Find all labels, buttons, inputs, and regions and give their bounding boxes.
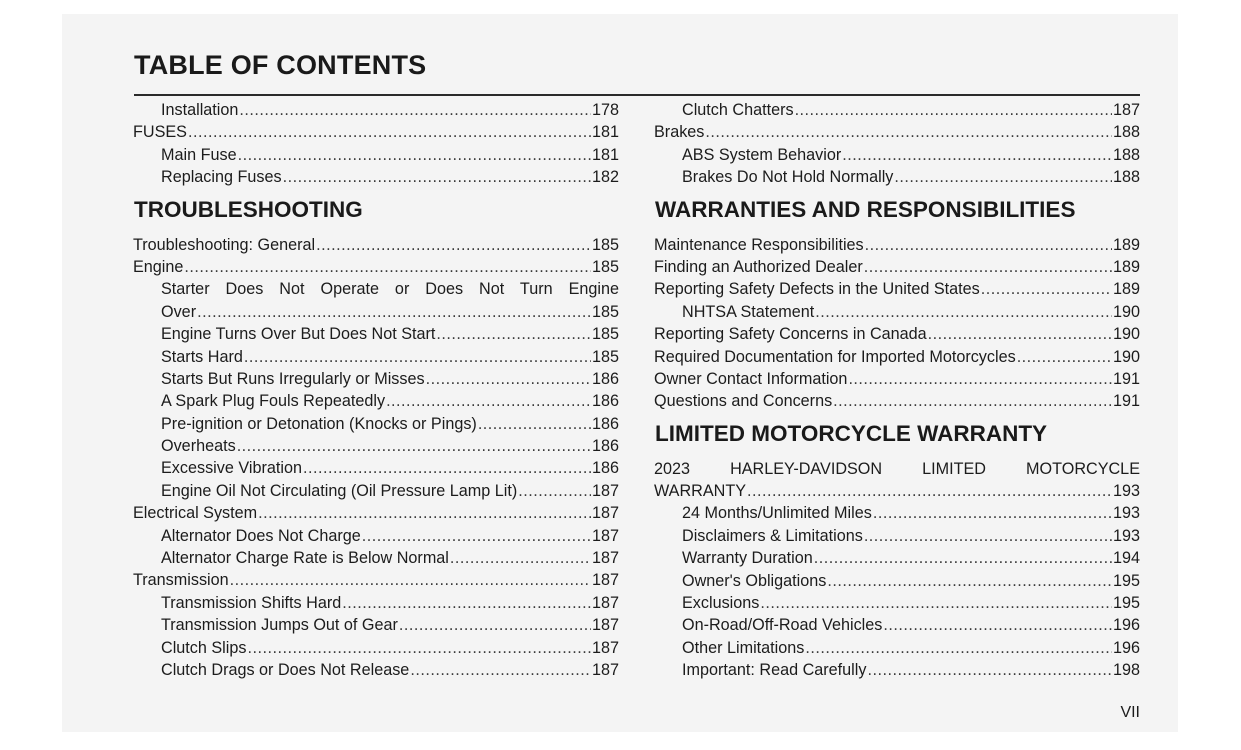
toc-entry-label: Required Documentation for Imported Motorcycles	[654, 347, 1016, 366]
dot-leader	[833, 390, 1112, 412]
dot-leader	[848, 368, 1112, 390]
toc-entry-label: Electrical System	[133, 504, 258, 523]
dot-leader	[705, 121, 1112, 143]
toc-entry-page: 187	[591, 638, 619, 657]
toc-entry[interactable]	[133, 659, 619, 681]
toc-entry[interactable]	[133, 413, 619, 435]
toc-entry[interactable]	[654, 659, 1140, 681]
section-heading-troubleshooting: TROUBLESHOOTING	[134, 196, 363, 222]
toc-entry-page: 198	[1112, 661, 1140, 680]
toc-entry[interactable]	[654, 121, 1140, 143]
toc-entry[interactable]	[654, 637, 1140, 659]
page-number: VII	[1120, 704, 1140, 721]
toc-entry-label: Clutch Slips	[161, 638, 247, 657]
toc-left-column	[133, 99, 619, 681]
toc-entry-page: 190	[1112, 347, 1140, 366]
toc-entry-label: Clutch Drags or Does Not Release	[161, 660, 410, 679]
toc-entry-wrapped[interactable]	[654, 458, 1140, 503]
toc-entry-page: 181	[591, 123, 619, 142]
toc-entry-label: Engine Oil Not Circulating (Oil Pressure Lamp Lit)	[161, 481, 518, 500]
toc-entry-label: Transmission Shifts Hard	[161, 593, 342, 612]
toc-entry-page: 190	[1112, 302, 1140, 321]
toc-entry-label: Warranty Duration	[682, 549, 813, 568]
dot-leader	[342, 592, 591, 614]
dot-leader	[247, 637, 591, 659]
dot-leader	[436, 323, 591, 345]
toc-entry[interactable]	[654, 570, 1140, 592]
toc-entry-page: 194	[1112, 549, 1140, 568]
toc-entry-label: Finding an Authorized Dealer	[654, 257, 863, 276]
toc-entry[interactable]	[133, 547, 619, 569]
toc-entry-page: 186	[591, 369, 619, 388]
toc-entry-page: 185	[591, 347, 619, 366]
dot-leader	[450, 547, 591, 569]
toc-entry-page: 189	[1112, 235, 1140, 254]
toc-entry[interactable]	[133, 569, 619, 591]
toc-entry-page: 193	[1112, 482, 1140, 501]
toc-entry-page: 187	[591, 526, 619, 545]
dot-leader	[805, 637, 1112, 659]
toc-entry-label: Other Limitations	[682, 638, 805, 657]
dot-leader	[883, 614, 1112, 636]
toc-entry[interactable]	[654, 166, 1140, 188]
toc-entry-page: 191	[1112, 369, 1140, 388]
toc-group	[133, 99, 619, 189]
dot-leader	[815, 301, 1112, 323]
toc-entry-label: Alternator Charge Rate is Below Normal	[161, 549, 449, 568]
dot-leader	[238, 144, 591, 166]
toc-entry[interactable]	[133, 614, 619, 636]
toc-entry-label-line2: WARRANTY	[654, 482, 747, 501]
toc-entry-page: 190	[1112, 325, 1140, 344]
toc-entry[interactable]	[654, 99, 1140, 121]
toc-entry[interactable]	[133, 323, 619, 345]
toc-entry[interactable]	[133, 480, 619, 502]
dot-leader	[426, 368, 591, 390]
toc-entry-page: 187	[591, 571, 619, 590]
toc-entry-page: 186	[591, 414, 619, 433]
toc-entry[interactable]	[654, 390, 1140, 412]
dot-leader	[237, 435, 591, 457]
toc-entry-label: Brakes Do Not Hold Normally	[682, 168, 894, 187]
toc-entry-page: 186	[591, 459, 619, 478]
toc-entry-page: 193	[1112, 526, 1140, 545]
toc-entry-page: 185	[591, 235, 619, 254]
toc-entry-label: Owner Contact Information	[654, 369, 848, 388]
dot-leader	[814, 547, 1112, 569]
toc-entry[interactable]	[654, 144, 1140, 166]
toc-group	[133, 323, 619, 681]
dot-leader	[386, 390, 591, 412]
toc-entry-label-line1: Starter Does Not Operate or Does Not Turn Engine	[161, 280, 619, 299]
toc-entry-label: Questions and Concerns	[654, 392, 833, 411]
dot-leader	[239, 99, 591, 121]
toc-entry-label: A Spark Plug Fouls Repeatedly	[161, 392, 386, 411]
toc-entry-label: Clutch Chatters	[682, 101, 794, 119]
dot-leader	[864, 256, 1112, 278]
toc-entry[interactable]	[133, 99, 619, 121]
dot-leader	[184, 256, 591, 278]
toc-entry-label: Installation	[161, 101, 239, 119]
toc-entry-page: 187	[591, 660, 619, 679]
dot-leader	[981, 278, 1112, 300]
toc-group	[133, 234, 619, 279]
dot-leader	[865, 234, 1112, 256]
toc-entry-label: Main Fuse	[161, 145, 237, 164]
toc-entry-page: 187	[591, 481, 619, 500]
toc-entry[interactable]	[654, 346, 1140, 368]
toc-entry[interactable]	[654, 368, 1140, 390]
dot-leader	[827, 570, 1112, 592]
toc-entry-label: Reporting Safety Defects in the United States	[654, 280, 980, 299]
toc-entry[interactable]	[133, 637, 619, 659]
toc-entry[interactable]	[133, 256, 619, 278]
toc-entry-page: 178	[591, 101, 619, 119]
toc-entry[interactable]	[654, 525, 1140, 547]
toc-entry-page: 195	[1112, 594, 1140, 613]
toc-entry-page: 187	[591, 616, 619, 635]
toc-entry[interactable]	[133, 592, 619, 614]
toc-entry-label: Owner's Obligations	[682, 571, 827, 590]
toc-entry[interactable]	[133, 368, 619, 390]
toc-entry[interactable]	[654, 301, 1140, 323]
toc-entry-page: 187	[591, 549, 619, 568]
dot-leader	[478, 413, 591, 435]
toc-entry-label: Transmission	[133, 571, 229, 590]
toc-entry[interactable]	[654, 323, 1140, 345]
toc-entry-page: 187	[591, 593, 619, 612]
dot-leader	[928, 323, 1112, 345]
toc-entry[interactable]	[654, 256, 1140, 278]
toc-entry-label: Starts But Runs Irregularly or Misses	[161, 369, 425, 388]
toc-entry-page: 188	[1112, 123, 1140, 142]
dot-leader	[197, 301, 591, 323]
toc-entry-label: Brakes	[654, 123, 705, 142]
toc-entry-page: 187	[1112, 101, 1140, 119]
toc-entry-page: 182	[591, 168, 619, 187]
toc-entry-page: 196	[1112, 616, 1140, 635]
dot-leader	[1017, 346, 1112, 368]
toc-entry-label: Maintenance Responsibilities	[654, 235, 864, 254]
toc-entry-page: 185	[591, 325, 619, 344]
dot-leader	[760, 592, 1112, 614]
document-page	[62, 14, 1178, 732]
toc-entry-label: Excessive Vibration	[161, 459, 302, 478]
toc-entry-page: 191	[1112, 392, 1140, 411]
toc-entry-label: Transmission Jumps Out of Gear	[161, 616, 398, 635]
section-heading-warranties: WARRANTIES AND RESPONSIBILITIES	[655, 196, 1076, 222]
toc-entry-label: FUSES	[133, 123, 187, 142]
toc-entry-label: Reporting Safety Concerns in Canada	[654, 325, 927, 344]
toc-entry-page: 181	[591, 145, 619, 164]
toc-entry[interactable]	[654, 234, 1140, 256]
toc-entry[interactable]	[654, 278, 1140, 300]
dot-leader	[410, 659, 591, 681]
toc-entry-label: Engine Turns Over But Does Not Start	[161, 325, 436, 344]
dot-leader	[842, 144, 1112, 166]
dot-leader	[518, 480, 591, 502]
dot-leader	[303, 457, 591, 479]
toc-group	[654, 502, 1140, 681]
toc-entry-page: 186	[591, 437, 619, 456]
dot-leader	[873, 502, 1112, 524]
toc-entry-line2	[133, 301, 619, 323]
toc-entry[interactable]	[654, 592, 1140, 614]
toc-entry[interactable]	[133, 390, 619, 412]
dot-leader	[188, 121, 591, 143]
toc-entry-page: 193	[1112, 504, 1140, 523]
toc-entry-label: Disclaimers & Limitations	[682, 526, 863, 545]
toc-entry-line2	[654, 480, 1140, 502]
section-heading-limited-warranty: LIMITED MOTORCYCLE WARRANTY	[655, 420, 1048, 446]
page-title: TABLE OF CONTENTS	[134, 50, 427, 80]
toc-entry[interactable]	[133, 121, 619, 143]
dot-leader	[362, 525, 591, 547]
dot-leader	[244, 346, 591, 368]
toc-entry-page: 189	[1112, 257, 1140, 276]
toc-group	[654, 99, 1140, 189]
toc-entry-label: ABS System Behavior	[682, 145, 842, 164]
toc-entry[interactable]	[654, 547, 1140, 569]
toc-entry-label: Troubleshooting: General	[133, 235, 316, 254]
toc-entry[interactable]	[133, 502, 619, 524]
toc-entry-label: Engine	[133, 257, 184, 276]
dot-leader	[283, 166, 591, 188]
toc-entry-label: Alternator Does Not Charge	[161, 526, 361, 545]
dot-leader	[230, 569, 591, 591]
toc-entry-page: 185	[591, 257, 619, 276]
toc-entry-page: 188	[1112, 168, 1140, 187]
toc-entry-page: 186	[591, 392, 619, 411]
dot-leader	[894, 166, 1112, 188]
title-underline	[134, 94, 1140, 96]
toc-entry-label: Starts Hard	[161, 347, 243, 366]
toc-entry[interactable]	[654, 502, 1140, 524]
toc-entry-label: Overheats	[161, 437, 236, 456]
toc-entry[interactable]	[133, 457, 619, 479]
dot-leader	[399, 614, 591, 636]
toc-entry-label: On-Road/Off-Road Vehicles	[682, 616, 883, 635]
toc-entry[interactable]	[133, 166, 619, 188]
toc-entry-page: 189	[1112, 280, 1140, 299]
toc-entry-page: 187	[591, 504, 619, 523]
toc-entry[interactable]	[133, 435, 619, 457]
toc-entry-page: 185	[591, 302, 619, 321]
toc-entry[interactable]	[654, 614, 1140, 636]
toc-entry[interactable]	[133, 525, 619, 547]
dot-leader	[747, 480, 1112, 502]
dot-leader	[867, 659, 1112, 681]
toc-entry-label: Important: Read Carefully	[682, 661, 867, 680]
toc-entry-label: Pre-ignition or Detonation (Knocks or Pings)	[161, 414, 477, 433]
toc-entry-label-line2: Over	[161, 302, 197, 321]
toc-entry-wrapped[interactable]	[133, 278, 619, 323]
dot-leader	[316, 234, 591, 256]
dot-leader	[258, 502, 591, 524]
toc-entry-page: 196	[1112, 638, 1140, 657]
toc-entry-page: 195	[1112, 571, 1140, 590]
toc-entry[interactable]	[133, 234, 619, 256]
toc-group	[654, 234, 1140, 413]
toc-entry[interactable]	[133, 346, 619, 368]
toc-entry-label-line1: 2023 HARLEY-DAVIDSON LIMITED MOTORCYCLE	[654, 459, 1140, 478]
dot-leader	[864, 525, 1112, 547]
toc-entry[interactable]	[133, 144, 619, 166]
toc-right-column	[654, 99, 1140, 682]
toc-entry-label: Replacing Fuses	[161, 168, 282, 187]
toc-entry-page: 188	[1112, 145, 1140, 164]
toc-entry-label: NHTSA Statement	[682, 302, 815, 321]
dot-leader	[795, 99, 1112, 121]
toc-entry-label: 24 Months/Unlimited Miles	[682, 504, 872, 523]
toc-entry-label: Exclusions	[682, 594, 760, 613]
